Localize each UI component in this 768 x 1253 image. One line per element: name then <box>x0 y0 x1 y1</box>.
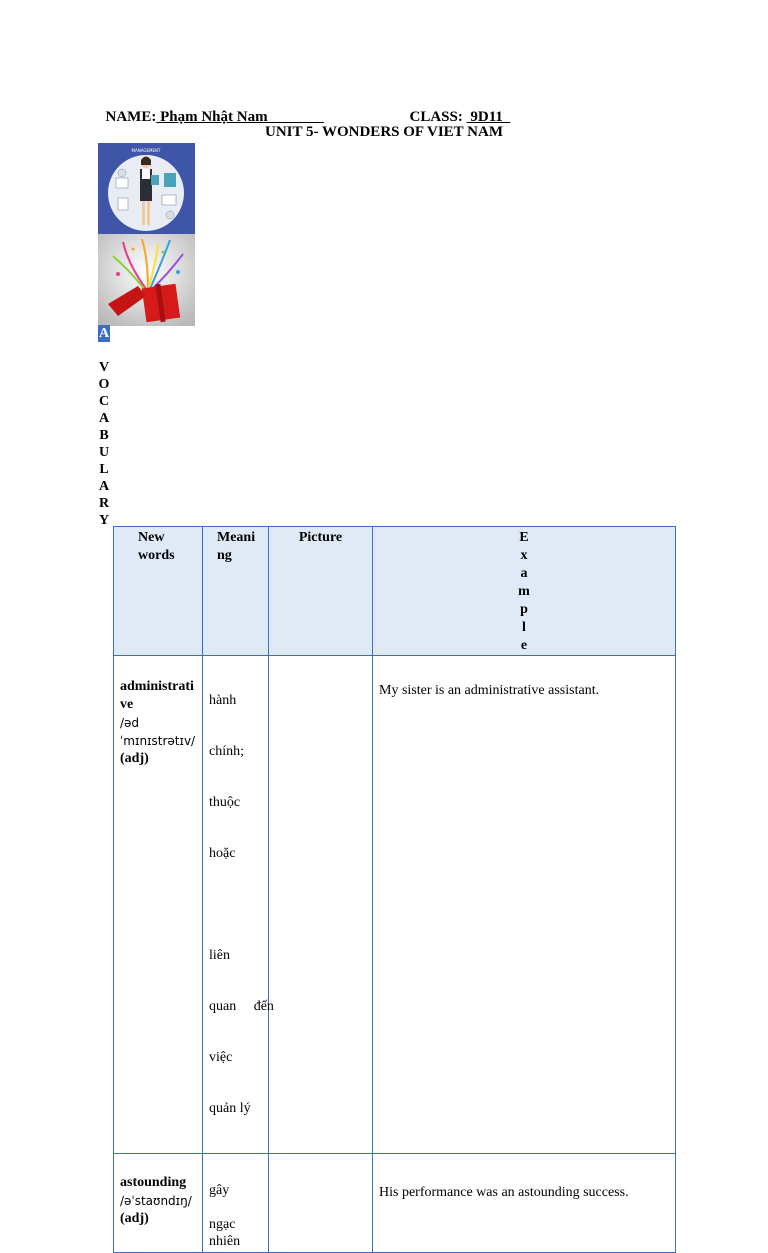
section-letter: A <box>98 479 110 494</box>
meaning-line: quản lý <box>209 1101 251 1116</box>
section-letter: C <box>98 394 110 409</box>
phonetic-text: ˈmɪnɪstrətɪv/ <box>120 734 196 748</box>
section-letter: V <box>98 360 110 375</box>
meaning-line: nhiên <box>209 1234 241 1249</box>
table-row <box>114 1154 676 1253</box>
section-letter: L <box>99 462 109 477</box>
office-worker-illustration-icon <box>98 143 195 234</box>
header-letter: l <box>522 620 526 635</box>
header-text: words <box>138 548 175 563</box>
header-letter: E <box>519 530 529 545</box>
header-new-words <box>114 527 203 656</box>
header-text: Picture <box>298 530 343 545</box>
phonetic-text: /əˈstaʊndɪŋ/ <box>120 1194 192 1208</box>
header-text: Meani <box>217 530 256 545</box>
gift-box-confetti-illustration-icon <box>98 234 195 326</box>
class-row <box>402 92 510 126</box>
section-letter: U <box>98 445 110 460</box>
example-sentence: My sister is an administrative assistant. <box>379 683 600 698</box>
phonetic-text: /əd <box>120 716 140 730</box>
section-label-vocabulary <box>98 325 110 529</box>
header-letter: a <box>520 566 528 581</box>
vocabulary-table <box>113 526 676 1253</box>
meaning-line: quan đến <box>209 999 274 1014</box>
meaning-line: liên <box>209 948 230 963</box>
header-meaning <box>203 527 269 656</box>
word-text: astounding <box>120 1175 187 1190</box>
section-letter: R <box>98 496 110 511</box>
class-value: 9D11 <box>466 109 511 125</box>
table-row <box>114 656 676 1154</box>
part-of-speech: (adj) <box>120 1211 149 1226</box>
meaning-line: thuộc <box>209 795 241 810</box>
section-letter: O <box>98 377 110 392</box>
meaning-line: chính; <box>209 744 244 759</box>
header-letter: e <box>520 638 528 653</box>
new-word-cell <box>114 1154 203 1253</box>
section-letter: Y <box>98 513 110 528</box>
class-label: CLASS: <box>409 109 463 125</box>
name-row <box>98 92 324 126</box>
section-letter: A <box>98 411 110 426</box>
header-text: New <box>138 530 165 545</box>
header-letter: p <box>520 602 528 617</box>
new-word-cell <box>114 656 203 1154</box>
section-letter: A <box>98 326 110 341</box>
word-text: administrati <box>120 679 194 694</box>
banner-text: MANAGEMENT <box>131 148 161 153</box>
part-of-speech: (adj) <box>120 751 149 766</box>
name-value: Phạm Nhật Nam <box>156 109 324 125</box>
header-picture <box>269 527 373 656</box>
section-letter: B <box>99 428 109 443</box>
meaning-line <box>209 896 262 913</box>
meaning-line: việc <box>209 1050 233 1065</box>
meaning-cell <box>203 1154 269 1253</box>
example-sentence: His performance was an astounding success. <box>379 1185 629 1200</box>
example-cell <box>373 656 676 1154</box>
section-letter <box>98 342 110 359</box>
meaning-line: gây <box>209 1183 230 1198</box>
picture-cell <box>269 656 373 1154</box>
unit-title: UNIT 5- WONDERS OF VIET NAM <box>265 124 503 140</box>
header-letter: x <box>520 548 528 563</box>
meaning-line: ngạc <box>209 1217 236 1232</box>
meaning-line: hoặc <box>209 846 236 861</box>
meaning-line: hành <box>209 693 237 708</box>
table-header-row <box>114 527 676 656</box>
header-example <box>373 527 676 656</box>
header-letter: m <box>518 584 530 599</box>
example-cell <box>373 1154 676 1253</box>
name-label: NAME: <box>105 109 157 125</box>
word-text: ve <box>120 697 134 712</box>
meaning-line <box>209 1199 262 1216</box>
meaning-cell <box>203 656 274 1154</box>
header-text: ng <box>217 548 232 563</box>
picture-cell <box>269 1154 373 1253</box>
